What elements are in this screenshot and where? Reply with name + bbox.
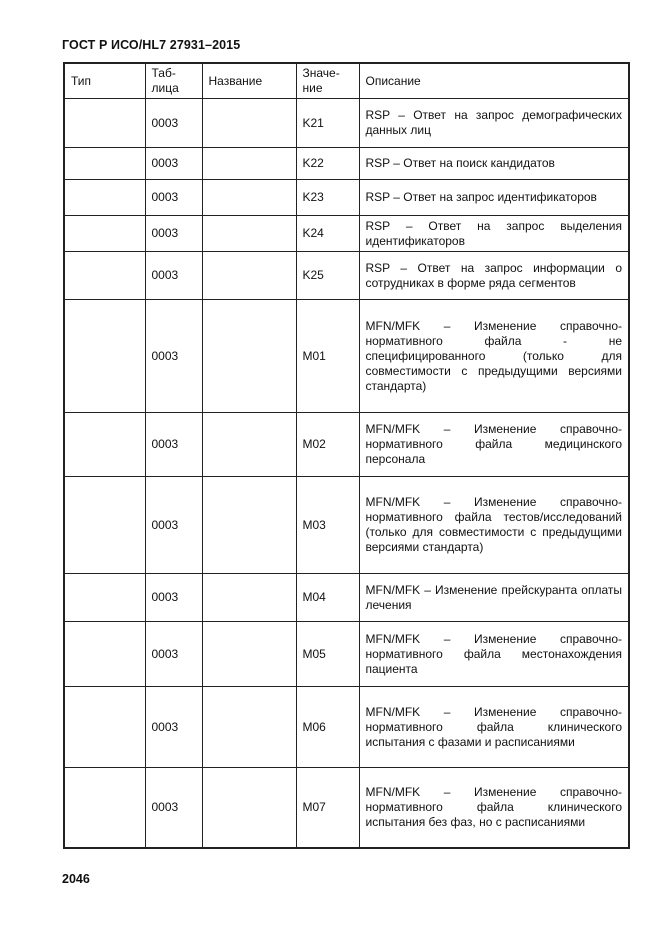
cell-table: 0003 bbox=[145, 180, 202, 216]
cell-value: K22 bbox=[296, 148, 359, 180]
cell-description: MFN/MFK – Изменение прейскуранта оплаты лечения bbox=[359, 574, 629, 622]
cell-type bbox=[64, 687, 145, 768]
cell-description: RSP – Ответ на запрос выделения идентификаторов bbox=[359, 216, 629, 252]
table-row bbox=[64, 300, 629, 413]
table-row bbox=[64, 99, 629, 148]
cell-name bbox=[202, 216, 296, 252]
cell-description: RSP – Ответ на запрос демографических данных лиц bbox=[359, 99, 629, 148]
cell-table: 0003 bbox=[145, 99, 202, 148]
cell-table: 0003 bbox=[145, 768, 202, 848]
cell-type bbox=[64, 180, 145, 216]
cell-name bbox=[202, 477, 296, 574]
table-row bbox=[64, 768, 629, 848]
cell-type bbox=[64, 148, 145, 180]
cell-type bbox=[64, 300, 145, 413]
cell-value: M05 bbox=[296, 622, 359, 687]
cell-name bbox=[202, 768, 296, 848]
cell-name bbox=[202, 300, 296, 413]
message-type-table bbox=[63, 62, 630, 849]
cell-type bbox=[64, 768, 145, 848]
cell-name bbox=[202, 252, 296, 300]
cell-table: 0003 bbox=[145, 477, 202, 574]
table-row bbox=[64, 252, 629, 300]
cell-table: 0003 bbox=[145, 622, 202, 687]
cell-value: M06 bbox=[296, 687, 359, 768]
cell-name bbox=[202, 622, 296, 687]
cell-value: M07 bbox=[296, 768, 359, 848]
cell-value: K23 bbox=[296, 180, 359, 216]
cell-description: MFN/MFK – Изменение справочно-нормативного файла - не специфицированного (только для совместимости с предыдущими версиями стандарта) bbox=[359, 300, 629, 413]
column-header-description: Описание bbox=[359, 63, 629, 99]
cell-table: 0003 bbox=[145, 687, 202, 768]
cell-value: M03 bbox=[296, 477, 359, 574]
page-number: 2046 bbox=[62, 872, 90, 886]
cell-name bbox=[202, 180, 296, 216]
cell-description: MFN/MFK – Изменение справочно-нормативного файла тестов/исследований (только для совместимости с предыдущими версиями стандарта) bbox=[359, 477, 629, 574]
cell-table: 0003 bbox=[145, 300, 202, 413]
cell-type bbox=[64, 574, 145, 622]
column-header-table: Таб- лица bbox=[145, 63, 202, 99]
table-row bbox=[64, 574, 629, 622]
cell-type bbox=[64, 99, 145, 148]
cell-type bbox=[64, 477, 145, 574]
column-header-value: Значе- ние bbox=[296, 63, 359, 99]
table-row bbox=[64, 216, 629, 252]
table-row bbox=[64, 180, 629, 216]
cell-type bbox=[64, 216, 145, 252]
cell-description: RSP – Ответ на запрос идентификаторов bbox=[359, 180, 629, 216]
table-row bbox=[64, 413, 629, 477]
cell-name bbox=[202, 99, 296, 148]
cell-description: RSP – Ответ на поиск кандидатов bbox=[359, 148, 629, 180]
cell-name bbox=[202, 148, 296, 180]
cell-name bbox=[202, 413, 296, 477]
cell-type bbox=[64, 413, 145, 477]
cell-table: 0003 bbox=[145, 413, 202, 477]
table-row bbox=[64, 622, 629, 687]
cell-table: 0003 bbox=[145, 148, 202, 180]
cell-description: MFN/MFK – Изменение справочно-нормативного файла клинического испытания с фазами и расписаниями bbox=[359, 687, 629, 768]
cell-value: K24 bbox=[296, 216, 359, 252]
cell-description: MFN/MFK – Изменение справочно-нормативного файла медицинского персонала bbox=[359, 413, 629, 477]
cell-table: 0003 bbox=[145, 252, 202, 300]
cell-description: RSP – Ответ на запрос информации о сотрудниках в форме ряда сегментов bbox=[359, 252, 629, 300]
cell-table: 0003 bbox=[145, 216, 202, 252]
table-row bbox=[64, 477, 629, 574]
cell-name bbox=[202, 574, 296, 622]
table-row bbox=[64, 148, 629, 180]
cell-name bbox=[202, 687, 296, 768]
table-row bbox=[64, 687, 629, 768]
cell-table: 0003 bbox=[145, 574, 202, 622]
cell-type bbox=[64, 252, 145, 300]
cell-description: MFN/MFK – Изменение справочно-нормативного файла местонахождения пациента bbox=[359, 622, 629, 687]
cell-value: K25 bbox=[296, 252, 359, 300]
table-header-row bbox=[64, 63, 629, 99]
cell-type bbox=[64, 622, 145, 687]
cell-value: K21 bbox=[296, 99, 359, 148]
cell-description: MFN/MFK – Изменение справочно-нормативного файла клинического испытания без фаз, но с расписаниями bbox=[359, 768, 629, 848]
column-header-type: Тип bbox=[64, 63, 145, 99]
cell-value: M01 bbox=[296, 300, 359, 413]
cell-value: M04 bbox=[296, 574, 359, 622]
cell-value: M02 bbox=[296, 413, 359, 477]
column-header-name: Название bbox=[202, 63, 296, 99]
document-title: ГОСТ Р ИСО/HL7 27931–2015 bbox=[62, 38, 241, 52]
